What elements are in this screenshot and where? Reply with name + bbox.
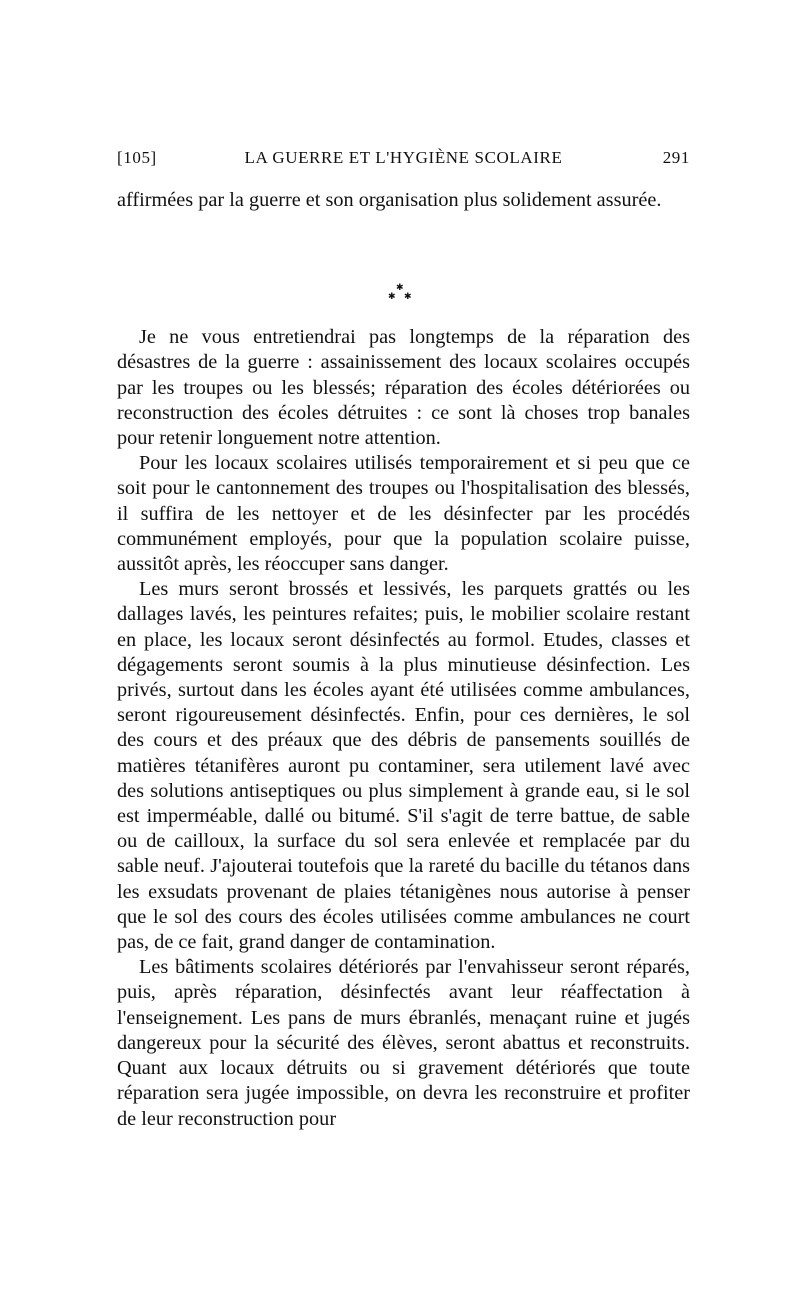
paragraph: Les murs seront brossés et lessivés, les parquets grattés ou les dallages lavés, les peintures refaites; puis, le mobilier scolaire restant en place, les locaux seront désinfectés au formol. Etudes, classes et dégagements seront soumis à la plus minutieuse désinfection. Les privés, surtout dans les écoles ayant été utilisées comme ambulances, seront rigoureusement désinfectés. Enfin, pour ces dernières, le sol des cours et des préaux que des débris de pansements souillés de matières tétanifères auront pu contaminer, sera utilement lavé avec des solutions antiseptiques ou plus simplement à grande eau, si le sol est imperméable, dallé ou bitumé. S'il s'agit de terre battue, de sable ou de cailloux, la surface du sol sera enlevée et remplacée par du sable neuf. J'ajouterai toutefois que la rareté du bacille du tétanos dans les exsudats provenant de plaies tétanigènes nous autorise à penser que le sol des cours des écoles utilisées comme ambulances ne court pas, de ce fait, grand danger de contamination. [117, 578, 690, 954]
section-number: [105] [117, 148, 157, 167]
section-break [117, 213, 690, 325]
opening-paragraph: affirmées par la guerre et son organisation plus solidement assurée. [117, 189, 662, 211]
running-head [117, 148, 690, 172]
paragraph: Je ne vous entretiendrai pas longtemps de la réparation des désastres de la guerre : assainissement des locaux scolaires occupés par les troupes ou les blessés; réparation des écoles détériorées ou reconstruction des écoles détruites : ce sont là choses trop banales pour retenir longuement notre attention. [117, 326, 690, 450]
asterism-icon: ✱ ✱ ✱ [388, 282, 412, 302]
body-text [117, 188, 690, 1132]
running-title: LA GUERRE ET L'HYGIÈNE SCOLAIRE [244, 148, 563, 167]
paragraph: Pour les locaux scolaires utilisés temporairement et si peu que ce soit pour le cantonnement des troupes ou l'hospitalisation des blessés, il suffira de les nettoyer et de les désinfecter par les procédés communément employés, pour que la population scolaire puisse, aussitôt après, les réoccuper sans danger. [117, 452, 690, 576]
page-number: 291 [662, 148, 690, 167]
paragraph: Les bâtiments scolaires détériorés par l'envahisseur seront réparés, puis, après réparation, désinfectés avant leur réaffectation à l'enseignement. Les pans de murs ébranlés, menaçant ruine et jugés dangereux pour la sécurité des élèves, seront abattus et reconstruits. Quant aux locaux détruits ou si gravement détériorés que toute réparation sera jugée impossible, on devra les reconstruire et profiter de leur reconstruction pour [117, 956, 690, 1130]
